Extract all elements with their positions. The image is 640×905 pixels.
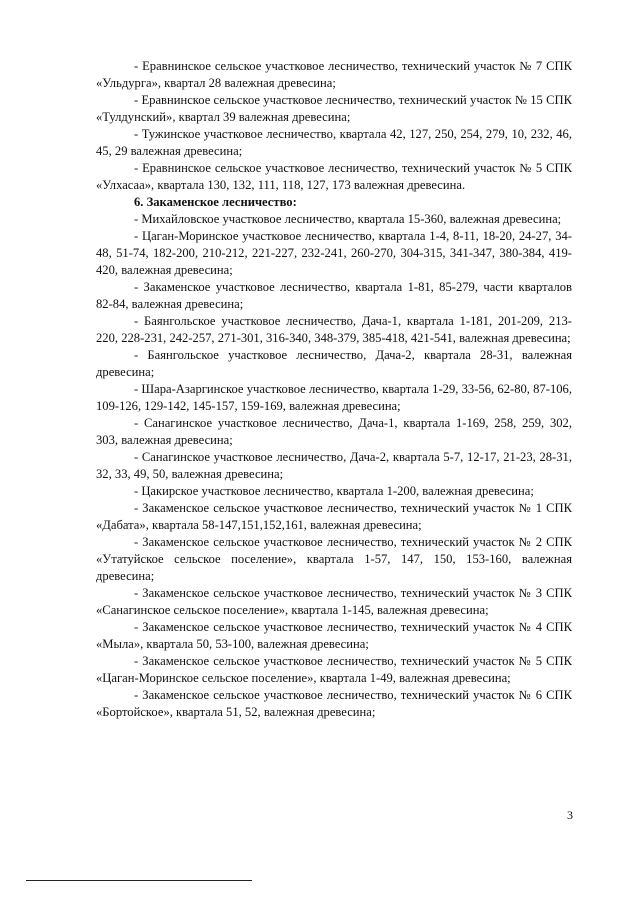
paragraph-after-15: - Закаменское сельское участковое лесничество, технический участок № 6 СПК «Бортойское», квартала 51, 52, валежная древесина;	[96, 688, 572, 719]
paragraph-after-3: - Закаменское участковое лесничество, квартала 1-81, 85-279, части кварталов 82-84, валежная древесина;	[96, 280, 572, 311]
footnote-divider	[26, 880, 252, 881]
paragraph-after-13: - Закаменское сельское участковое лесничество, технический участок № 4 СПК «Мыла», квартала 50, 53-100, валежная древесина;	[96, 620, 572, 651]
paragraph-after-14: - Закаменское сельское участковое лесничество, технический участок № 5 СПК «Цаган-Моринское сельское поселение», квартала 1-49, валежная древесина;	[96, 654, 572, 685]
paragraph-before-2: - Еравнинское сельское участковое лесничество, технический участок № 15 СПК «Тулдунский», квартал 39 валежная древесина;	[96, 93, 572, 124]
paragraph-after-1: - Михайловское участковое лесничество, квартала 15-360, валежная древесина;	[134, 212, 562, 226]
paragraph-after-9: - Цакирское участковое лесничество, квартала 1-200, валежная древесина;	[134, 484, 534, 498]
paragraph-after-4: - Баянгольское участковое лесничество, Дача-1, квартала 1-181, 201-209, 213-220, 228-231, 242-257, 271-301, 316-340, 348-379, 385-418, 421-541, валежная древесина;	[96, 314, 572, 345]
paragraph-after-6: - Шара-Азаргинское участковое лесничество, квартала 1-29, 33-56, 62-80, 87-106, 109-126, 129-142, 145-157, 159-169, валежная древесина;	[96, 382, 572, 413]
paragraph-after-5: - Баянгольское участковое лесничество, Дача-2, квартала 28-31, валежная древесина;	[96, 348, 572, 379]
paragraph-after-7: - Санагинское участковое лесничество, Дача-1, квартала 1-169, 258, 259, 302, 303, валежная древесина;	[96, 416, 572, 447]
document-body	[96, 58, 572, 721]
paragraph-before-1: - Еравнинское сельское участковое лесничество, технический участок № 7 СПК «Ульдурга», квартал 28 валежная древесина;	[96, 59, 572, 90]
paragraph-after-10: - Закаменское сельское участковое лесничество, технический участок № 1 СПК «Дабата», квартала 58-147,151,152,161, валежная древесина;	[96, 501, 572, 532]
page-number: 3	[567, 808, 573, 822]
paragraph-before-4: - Еравнинское сельское участковое лесничество, технический участок № 5 СПК «Улхасаа», квартала 130, 132, 111, 118, 127, 173 валежная древесина.	[96, 161, 572, 192]
paragraph-after-11: - Закаменское сельское участковое лесничество, технический участок № 2 СПК «Утатуйское сельское поселение», квартала 1-57, 147, 150, 153-160, валежная древесина;	[96, 535, 572, 583]
paragraph-after-12: - Закаменское сельское участковое лесничество, технический участок № 3 СПК «Санагинское сельское поселение», квартала 1-145, валежная древесина;	[96, 586, 572, 617]
section-heading: 6. Закаменское лесничество:	[134, 195, 297, 209]
paragraph-after-2: - Цаган-Моринское участковое лесничество, квартала 1-4, 8-11, 18-20, 24-27, 34-48, 51-74, 182-200, 210-212, 221-227, 232-241, 260-270, 304-315, 341-347, 380-384, 419-420, валежная древесина;	[96, 229, 572, 277]
paragraph-after-8: - Санагинское участковое лесничество, Дача-2, квартала 5-7, 12-17, 21-23, 28-31, 32, 33, 49, 50, валежная древесина;	[96, 450, 572, 481]
paragraph-before-3: - Тужинское участковое лесничество, квартала 42, 127, 250, 254, 279, 10, 232, 46, 45, 29 валежная древесина;	[96, 127, 572, 158]
